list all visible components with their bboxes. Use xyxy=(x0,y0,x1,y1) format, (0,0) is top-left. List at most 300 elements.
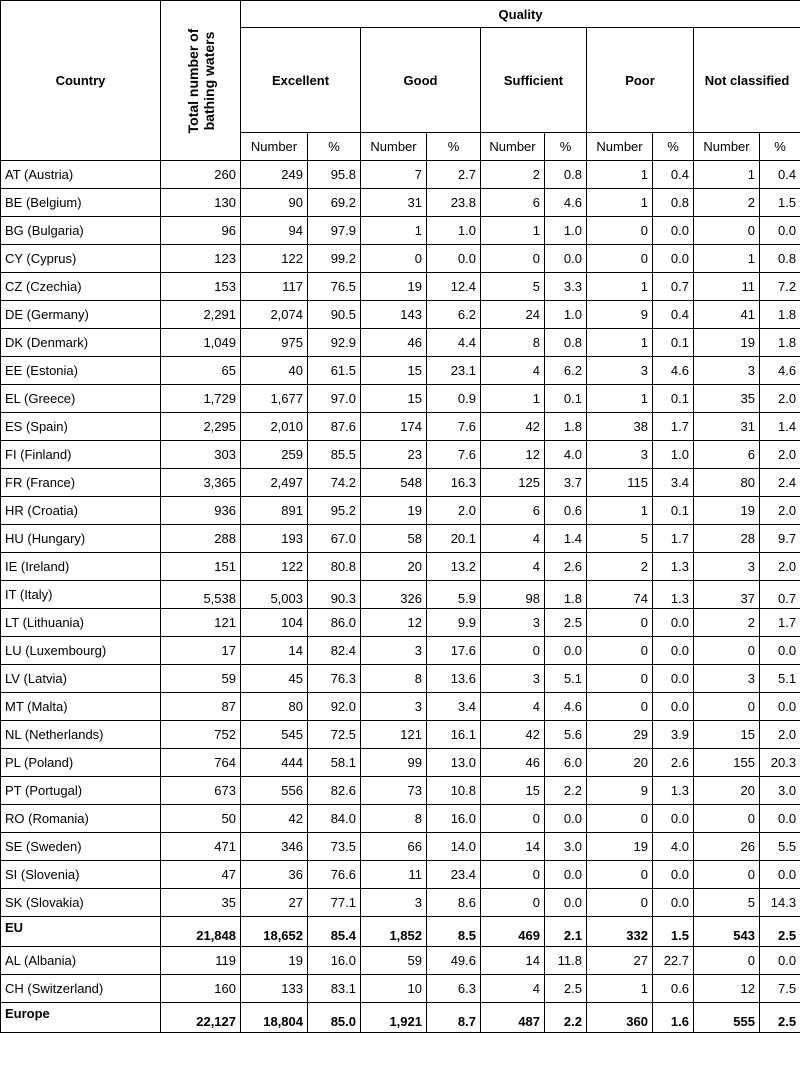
sufficient-percent-cell: 0.0 xyxy=(545,805,587,833)
country-cell: LT (Lithuania) xyxy=(1,609,161,637)
not-classified-number-cell: 15 xyxy=(694,721,760,749)
table-row xyxy=(1,497,800,525)
total-cell: 303 xyxy=(161,441,241,469)
excellent-percent-cell: 95.2 xyxy=(308,497,361,525)
excellent-percent-subheader: % xyxy=(308,133,361,161)
poor-number-cell: 0 xyxy=(587,245,653,273)
good-percent-cell: 2.0 xyxy=(427,497,481,525)
poor-column-header: Poor xyxy=(587,28,694,133)
good-percent-cell: 13.2 xyxy=(427,553,481,581)
excellent-number-cell: 444 xyxy=(241,749,308,777)
sufficient-number-cell: 15 xyxy=(481,777,545,805)
table-row xyxy=(1,833,800,861)
not-classified-percent-cell: 7.5 xyxy=(760,975,800,1003)
excellent-percent-cell: 85.4 xyxy=(308,917,361,947)
poor-number-cell: 1 xyxy=(587,329,653,357)
good-number-cell: 121 xyxy=(361,721,427,749)
sufficient-number-cell: 6 xyxy=(481,189,545,217)
sufficient-number-cell: 42 xyxy=(481,721,545,749)
good-percent-cell: 17.6 xyxy=(427,637,481,665)
country-cell: CZ (Czechia) xyxy=(1,273,161,301)
table-row xyxy=(1,947,800,975)
good-percent-subheader: % xyxy=(427,133,481,161)
poor-percent-cell: 1.7 xyxy=(653,413,694,441)
not-classified-number-cell: 37 xyxy=(694,581,760,609)
country-cell: HR (Croatia) xyxy=(1,497,161,525)
sufficient-number-cell: 2 xyxy=(481,161,545,189)
excellent-number-cell: 19 xyxy=(241,947,308,975)
country-cell: MT (Malta) xyxy=(1,693,161,721)
not-classified-number-cell: 31 xyxy=(694,413,760,441)
not-classified-number-cell: 3 xyxy=(694,553,760,581)
total-cell: 764 xyxy=(161,749,241,777)
sufficient-number-cell: 0 xyxy=(481,245,545,273)
poor-percent-cell: 1.5 xyxy=(653,917,694,947)
poor-percent-cell: 0.0 xyxy=(653,637,694,665)
poor-number-cell: 1 xyxy=(587,497,653,525)
good-percent-cell: 49.6 xyxy=(427,947,481,975)
sufficient-number-cell: 1 xyxy=(481,385,545,413)
poor-number-cell: 115 xyxy=(587,469,653,497)
poor-number-cell: 0 xyxy=(587,805,653,833)
total-cell: 471 xyxy=(161,833,241,861)
sufficient-percent-cell: 1.0 xyxy=(545,217,587,245)
excellent-percent-cell: 90.3 xyxy=(308,581,361,609)
excellent-number-cell: 133 xyxy=(241,975,308,1003)
total-cell: 2,291 xyxy=(161,301,241,329)
sufficient-number-cell: 0 xyxy=(481,861,545,889)
excellent-number-cell: 5,003 xyxy=(241,581,308,609)
sufficient-number-cell: 24 xyxy=(481,301,545,329)
poor-number-cell: 19 xyxy=(587,833,653,861)
poor-percent-cell: 1.3 xyxy=(653,777,694,805)
excellent-percent-cell: 97.9 xyxy=(308,217,361,245)
good-percent-cell: 23.4 xyxy=(427,861,481,889)
poor-number-cell: 20 xyxy=(587,749,653,777)
good-number-cell: 1,921 xyxy=(361,1003,427,1033)
excellent-number-cell: 42 xyxy=(241,805,308,833)
good-number-cell: 19 xyxy=(361,273,427,301)
good-percent-cell: 6.3 xyxy=(427,975,481,1003)
excellent-number-cell: 249 xyxy=(241,161,308,189)
good-number-cell: 58 xyxy=(361,525,427,553)
excellent-number-cell: 2,497 xyxy=(241,469,308,497)
sufficient-number-cell: 469 xyxy=(481,917,545,947)
poor-percent-cell: 2.6 xyxy=(653,749,694,777)
table-row xyxy=(1,777,800,805)
table-body xyxy=(1,161,800,1033)
poor-percent-cell: 0.1 xyxy=(653,497,694,525)
excellent-number-cell: 14 xyxy=(241,637,308,665)
excellent-percent-cell: 92.0 xyxy=(308,693,361,721)
sufficient-number-cell: 8 xyxy=(481,329,545,357)
total-cell: 35 xyxy=(161,889,241,917)
table-row xyxy=(1,217,800,245)
not-classified-percent-cell: 20.3 xyxy=(760,749,800,777)
table-row xyxy=(1,749,800,777)
sufficient-number-cell: 3 xyxy=(481,665,545,693)
sufficient-number-cell: 487 xyxy=(481,1003,545,1033)
poor-percent-cell: 0.1 xyxy=(653,329,694,357)
country-cell: EU xyxy=(1,917,161,947)
sufficient-percent-cell: 3.7 xyxy=(545,469,587,497)
not-classified-percent-cell: 2.0 xyxy=(760,721,800,749)
excellent-percent-cell: 97.0 xyxy=(308,385,361,413)
table-row xyxy=(1,329,800,357)
sufficient-number-cell: 4 xyxy=(481,525,545,553)
good-percent-cell: 23.8 xyxy=(427,189,481,217)
table-row xyxy=(1,245,800,273)
not-classified-percent-cell: 2.0 xyxy=(760,385,800,413)
excellent-number-cell: 36 xyxy=(241,861,308,889)
table-row xyxy=(1,609,800,637)
total-header-line-2: bathing waters xyxy=(200,31,217,130)
not-classified-percent-cell: 0.0 xyxy=(760,947,800,975)
not-classified-percent-cell: 0.0 xyxy=(760,805,800,833)
country-cell: EE (Estonia) xyxy=(1,357,161,385)
table-row xyxy=(1,1003,800,1033)
sufficient-percent-cell: 4.0 xyxy=(545,441,587,469)
total-cell: 87 xyxy=(161,693,241,721)
sufficient-percent-cell: 2.1 xyxy=(545,917,587,947)
not-classified-number-cell: 0 xyxy=(694,217,760,245)
excellent-number-cell: 346 xyxy=(241,833,308,861)
good-number-cell: 8 xyxy=(361,805,427,833)
country-cell: HU (Hungary) xyxy=(1,525,161,553)
good-number-cell: 99 xyxy=(361,749,427,777)
country-cell: LU (Luxembourg) xyxy=(1,637,161,665)
sufficient-number-cell: 0 xyxy=(481,889,545,917)
sufficient-percent-cell: 3.0 xyxy=(545,833,587,861)
poor-percent-cell: 0.0 xyxy=(653,693,694,721)
good-percent-cell: 5.9 xyxy=(427,581,481,609)
poor-number-cell: 360 xyxy=(587,1003,653,1033)
excellent-number-cell: 45 xyxy=(241,665,308,693)
good-number-cell: 174 xyxy=(361,413,427,441)
sufficient-percent-cell: 2.2 xyxy=(545,777,587,805)
table-row xyxy=(1,413,800,441)
quality-group-header: Quality xyxy=(241,1,800,28)
excellent-number-cell: 545 xyxy=(241,721,308,749)
not-classified-number-cell: 26 xyxy=(694,833,760,861)
excellent-percent-cell: 76.6 xyxy=(308,861,361,889)
country-cell: PL (Poland) xyxy=(1,749,161,777)
excellent-percent-cell: 77.1 xyxy=(308,889,361,917)
good-number-cell: 15 xyxy=(361,385,427,413)
poor-percent-cell: 0.8 xyxy=(653,189,694,217)
country-cell: EL (Greece) xyxy=(1,385,161,413)
excellent-number-cell: 122 xyxy=(241,245,308,273)
not-classified-number-cell: 3 xyxy=(694,665,760,693)
good-number-cell: 3 xyxy=(361,693,427,721)
not-classified-number-cell: 35 xyxy=(694,385,760,413)
good-percent-cell: 8.6 xyxy=(427,889,481,917)
total-cell: 752 xyxy=(161,721,241,749)
excellent-number-cell: 27 xyxy=(241,889,308,917)
good-number-cell: 19 xyxy=(361,497,427,525)
sufficient-number-cell: 6 xyxy=(481,497,545,525)
not-classified-percent-cell: 2.4 xyxy=(760,469,800,497)
sufficient-number-cell: 1 xyxy=(481,217,545,245)
country-cell: AT (Austria) xyxy=(1,161,161,189)
poor-percent-cell: 0.4 xyxy=(653,161,694,189)
country-cell: SK (Slovakia) xyxy=(1,889,161,917)
poor-number-cell: 38 xyxy=(587,413,653,441)
excellent-percent-cell: 58.1 xyxy=(308,749,361,777)
excellent-percent-cell: 95.8 xyxy=(308,161,361,189)
poor-number-cell: 74 xyxy=(587,581,653,609)
table-row xyxy=(1,581,800,609)
poor-number-cell: 0 xyxy=(587,637,653,665)
good-percent-cell: 20.1 xyxy=(427,525,481,553)
sufficient-percent-cell: 0.0 xyxy=(545,245,587,273)
good-percent-cell: 8.5 xyxy=(427,917,481,947)
good-number-cell: 1 xyxy=(361,217,427,245)
excellent-number-cell: 18,652 xyxy=(241,917,308,947)
excellent-number-cell: 891 xyxy=(241,497,308,525)
good-percent-cell: 7.6 xyxy=(427,441,481,469)
good-number-cell: 15 xyxy=(361,357,427,385)
not-classified-number-cell: 0 xyxy=(694,947,760,975)
good-number-cell: 46 xyxy=(361,329,427,357)
excellent-number-subheader: Number xyxy=(241,133,308,161)
good-percent-cell: 3.4 xyxy=(427,693,481,721)
not-classified-percent-cell: 0.7 xyxy=(760,581,800,609)
good-percent-cell: 7.6 xyxy=(427,413,481,441)
not-classified-percent-cell: 4.6 xyxy=(760,357,800,385)
not-classified-percent-cell: 2.5 xyxy=(760,917,800,947)
poor-number-cell: 1 xyxy=(587,273,653,301)
not-classified-percent-cell: 5.5 xyxy=(760,833,800,861)
excellent-number-cell: 2,010 xyxy=(241,413,308,441)
poor-percent-cell: 3.9 xyxy=(653,721,694,749)
poor-number-cell: 27 xyxy=(587,947,653,975)
poor-number-cell: 2 xyxy=(587,553,653,581)
poor-percent-cell: 4.0 xyxy=(653,833,694,861)
excellent-number-cell: 975 xyxy=(241,329,308,357)
good-percent-cell: 4.4 xyxy=(427,329,481,357)
excellent-percent-cell: 90.5 xyxy=(308,301,361,329)
good-number-cell: 20 xyxy=(361,553,427,581)
sufficient-number-cell: 4 xyxy=(481,975,545,1003)
sufficient-number-cell: 98 xyxy=(481,581,545,609)
country-cell: FI (Finland) xyxy=(1,441,161,469)
sufficient-percent-cell: 2.5 xyxy=(545,975,587,1003)
not-classified-number-cell: 543 xyxy=(694,917,760,947)
country-cell: BE (Belgium) xyxy=(1,189,161,217)
not-classified-percent-subheader: % xyxy=(760,133,800,161)
sufficient-percent-cell: 0.1 xyxy=(545,385,587,413)
excellent-percent-cell: 72.5 xyxy=(308,721,361,749)
good-number-cell: 11 xyxy=(361,861,427,889)
sufficient-number-cell: 4 xyxy=(481,357,545,385)
good-number-cell: 12 xyxy=(361,609,427,637)
poor-number-cell: 0 xyxy=(587,889,653,917)
not-classified-percent-cell: 3.0 xyxy=(760,777,800,805)
sufficient-number-cell: 14 xyxy=(481,947,545,975)
excellent-number-cell: 104 xyxy=(241,609,308,637)
good-percent-cell: 16.0 xyxy=(427,805,481,833)
table-row xyxy=(1,889,800,917)
not-classified-number-cell: 20 xyxy=(694,777,760,805)
poor-percent-cell: 0.7 xyxy=(653,273,694,301)
not-classified-percent-cell: 2.5 xyxy=(760,1003,800,1033)
good-percent-cell: 13.6 xyxy=(427,665,481,693)
not-classified-percent-cell: 2.0 xyxy=(760,441,800,469)
sufficient-percent-cell: 0.8 xyxy=(545,161,587,189)
not-classified-number-cell: 155 xyxy=(694,749,760,777)
good-number-cell: 143 xyxy=(361,301,427,329)
poor-percent-cell: 0.0 xyxy=(653,889,694,917)
not-classified-number-cell: 12 xyxy=(694,975,760,1003)
poor-percent-cell: 0.4 xyxy=(653,301,694,329)
poor-percent-cell: 1.3 xyxy=(653,581,694,609)
country-cell: CY (Cyprus) xyxy=(1,245,161,273)
country-cell: SE (Sweden) xyxy=(1,833,161,861)
country-cell: DE (Germany) xyxy=(1,301,161,329)
poor-number-cell: 0 xyxy=(587,609,653,637)
sufficient-number-cell: 42 xyxy=(481,413,545,441)
total-cell: 50 xyxy=(161,805,241,833)
poor-number-subheader: Number xyxy=(587,133,653,161)
good-percent-cell: 9.9 xyxy=(427,609,481,637)
not-classified-number-cell: 11 xyxy=(694,273,760,301)
poor-percent-cell: 0.0 xyxy=(653,245,694,273)
not-classified-number-cell: 28 xyxy=(694,525,760,553)
sufficient-percent-cell: 1.0 xyxy=(545,301,587,329)
poor-percent-cell: 4.6 xyxy=(653,357,694,385)
excellent-percent-cell: 16.0 xyxy=(308,947,361,975)
total-cell: 59 xyxy=(161,665,241,693)
excellent-percent-cell: 67.0 xyxy=(308,525,361,553)
good-percent-cell: 8.7 xyxy=(427,1003,481,1033)
good-percent-cell: 6.2 xyxy=(427,301,481,329)
poor-percent-cell: 0.0 xyxy=(653,805,694,833)
good-percent-cell: 16.3 xyxy=(427,469,481,497)
good-number-cell: 31 xyxy=(361,189,427,217)
poor-percent-cell: 0.0 xyxy=(653,861,694,889)
sufficient-percent-cell: 4.6 xyxy=(545,693,587,721)
sufficient-percent-cell: 2.2 xyxy=(545,1003,587,1033)
excellent-percent-cell: 76.5 xyxy=(308,273,361,301)
poor-number-cell: 0 xyxy=(587,217,653,245)
not-classified-percent-cell: 5.1 xyxy=(760,665,800,693)
total-cell: 22,127 xyxy=(161,1003,241,1033)
sufficient-column-header: Sufficient xyxy=(481,28,587,133)
not-classified-percent-cell: 1.5 xyxy=(760,189,800,217)
total-cell: 673 xyxy=(161,777,241,805)
country-cell: DK (Denmark) xyxy=(1,329,161,357)
table-row xyxy=(1,301,800,329)
table-row xyxy=(1,273,800,301)
sufficient-percent-cell: 6.0 xyxy=(545,749,587,777)
sufficient-percent-cell: 2.6 xyxy=(545,553,587,581)
not-classified-number-cell: 80 xyxy=(694,469,760,497)
sufficient-number-cell: 12 xyxy=(481,441,545,469)
total-cell: 121 xyxy=(161,609,241,637)
poor-number-cell: 3 xyxy=(587,441,653,469)
good-percent-cell: 1.0 xyxy=(427,217,481,245)
sufficient-percent-cell: 3.3 xyxy=(545,273,587,301)
not-classified-number-cell: 1 xyxy=(694,161,760,189)
poor-percent-cell: 0.0 xyxy=(653,217,694,245)
table-row xyxy=(1,805,800,833)
total-cell: 3,365 xyxy=(161,469,241,497)
poor-number-cell: 0 xyxy=(587,861,653,889)
sufficient-number-cell: 5 xyxy=(481,273,545,301)
excellent-number-cell: 556 xyxy=(241,777,308,805)
sufficient-percent-cell: 1.4 xyxy=(545,525,587,553)
poor-number-cell: 9 xyxy=(587,777,653,805)
not-classified-percent-cell: 1.7 xyxy=(760,609,800,637)
sufficient-percent-subheader: % xyxy=(545,133,587,161)
not-classified-percent-cell: 1.8 xyxy=(760,329,800,357)
total-cell: 153 xyxy=(161,273,241,301)
not-classified-percent-cell: 1.4 xyxy=(760,413,800,441)
poor-percent-cell: 3.4 xyxy=(653,469,694,497)
not-classified-number-cell: 0 xyxy=(694,693,760,721)
not-classified-percent-cell: 14.3 xyxy=(760,889,800,917)
total-cell: 260 xyxy=(161,161,241,189)
poor-number-cell: 0 xyxy=(587,693,653,721)
excellent-percent-cell: 86.0 xyxy=(308,609,361,637)
sufficient-percent-cell: 2.5 xyxy=(545,609,587,637)
excellent-percent-cell: 85.0 xyxy=(308,1003,361,1033)
sufficient-percent-cell: 0.0 xyxy=(545,889,587,917)
excellent-number-cell: 90 xyxy=(241,189,308,217)
excellent-percent-cell: 84.0 xyxy=(308,805,361,833)
good-number-cell: 8 xyxy=(361,665,427,693)
not-classified-number-cell: 19 xyxy=(694,497,760,525)
poor-percent-cell: 0.6 xyxy=(653,975,694,1003)
sufficient-percent-cell: 0.0 xyxy=(545,861,587,889)
not-classified-column-header: Not classified xyxy=(694,28,800,133)
table-row xyxy=(1,189,800,217)
total-cell: 1,049 xyxy=(161,329,241,357)
good-number-cell: 73 xyxy=(361,777,427,805)
total-cell: 151 xyxy=(161,553,241,581)
sufficient-percent-cell: 5.6 xyxy=(545,721,587,749)
excellent-percent-cell: 74.2 xyxy=(308,469,361,497)
excellent-number-cell: 80 xyxy=(241,693,308,721)
good-percent-cell: 0.9 xyxy=(427,385,481,413)
sufficient-number-cell: 125 xyxy=(481,469,545,497)
excellent-percent-cell: 83.1 xyxy=(308,975,361,1003)
not-classified-number-cell: 41 xyxy=(694,301,760,329)
country-cell: ES (Spain) xyxy=(1,413,161,441)
poor-number-cell: 1 xyxy=(587,385,653,413)
good-number-cell: 1,852 xyxy=(361,917,427,947)
poor-number-cell: 9 xyxy=(587,301,653,329)
not-classified-percent-cell: 0.8 xyxy=(760,245,800,273)
good-number-cell: 66 xyxy=(361,833,427,861)
excellent-percent-cell: 73.5 xyxy=(308,833,361,861)
country-cell: IE (Ireland) xyxy=(1,553,161,581)
excellent-percent-cell: 82.4 xyxy=(308,637,361,665)
total-cell: 119 xyxy=(161,947,241,975)
good-number-cell: 59 xyxy=(361,947,427,975)
country-cell: NL (Netherlands) xyxy=(1,721,161,749)
table-row xyxy=(1,693,800,721)
poor-number-cell: 1 xyxy=(587,975,653,1003)
not-classified-percent-cell: 0.0 xyxy=(760,217,800,245)
total-cell: 96 xyxy=(161,217,241,245)
poor-percent-cell: 1.3 xyxy=(653,553,694,581)
total-cell: 288 xyxy=(161,525,241,553)
sufficient-number-subheader: Number xyxy=(481,133,545,161)
not-classified-number-cell: 1 xyxy=(694,245,760,273)
excellent-percent-cell: 87.6 xyxy=(308,413,361,441)
